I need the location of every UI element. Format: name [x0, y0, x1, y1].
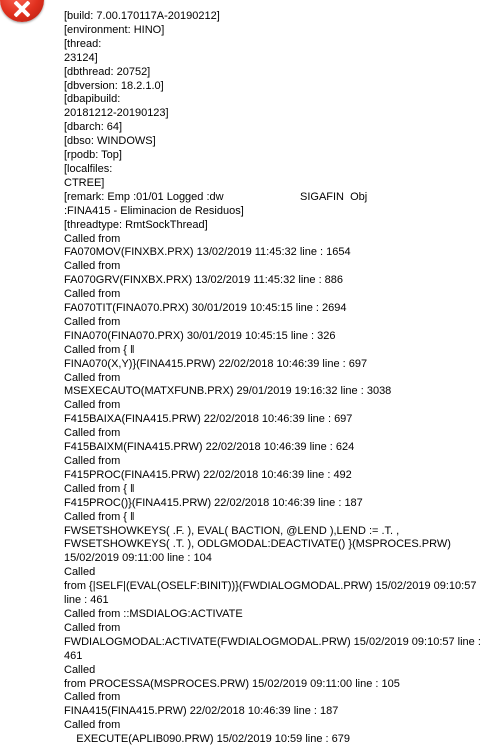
log-line: FINA070(X,Y)}(FINA415.PRW) 22/02/2018 10:46:39 line : 697 [64, 357, 368, 370]
log-line: [remark: Emp :01/01 Logged :dw SIGAFIN Obj [64, 190, 368, 203]
log-line: Called from { ‖ [64, 482, 135, 495]
log-line: FA070TIT(FINA070.PRX) 30/01/2019 10:45:15 line : 2694 [64, 302, 347, 315]
log-line: Called from [64, 260, 121, 273]
log-line: F415BAIXM(FINA415.PRW) 22/02/2018 10:46:39 line : 624 [64, 441, 355, 454]
log-line: [build: 7.00.170117A-20190212] [64, 10, 220, 22]
log-line: FWSETSHOWKEYS( .F. ), EVAL( BACTION, @LEND ),LEND := .T. , FWSETSHOWKEYS( .T. ), ODLGMODAL:DEACTIVATE() }(MSPROCES.PRW) 15/02/2019 09:11:00 line : 104 [64, 524, 454, 565]
log-line: F415PROC()}(FINA415.PRW) 22/02/2018 10:46:39 line : 187 [64, 496, 363, 509]
log-line: [dbapibuild: [64, 93, 121, 106]
log-line: F415BAIXA(FINA415.PRW) 22/02/2018 10:46:39 line : 697 [64, 413, 353, 426]
log-line: Called [64, 566, 96, 579]
log-line: from {|SELF|(EVAL(OSELF:BINIT))}(FWDIALOGMODAL.PRW) 15/02/2019 09:10:57 line : 461 [64, 580, 480, 607]
log-line: Called from [64, 691, 121, 704]
log-line: Called from ::MSDIALOG:ACTIVATE [64, 607, 243, 620]
log-line: Called from [64, 455, 121, 467]
log-line: Called from { ‖ [64, 510, 135, 523]
log-line: Called from [64, 288, 121, 301]
log-line: Called [64, 663, 96, 676]
log-line: [dbarch: 64] [64, 121, 123, 134]
log-line: [dbthread: 20752] [64, 65, 151, 78]
log-line: Called from [64, 427, 121, 440]
log-line: Called from [64, 371, 121, 384]
log-line: Called from [64, 621, 121, 634]
log-line: [dbso: WINDOWS] [64, 135, 156, 148]
log-line: :FINA415 - Eliminacion de Residuos] [64, 204, 244, 217]
log-line: [environment: HINO] [64, 23, 165, 36]
log-line: [threadtype: RmtSockThread] [64, 218, 208, 231]
log-line: FA070GRV(FINXBX.PRX) 13/02/2019 11:45:32 line : 886 [64, 274, 344, 287]
log-line: F415PROC(FINA415.PRW) 22/02/2018 10:46:39 line : 492 [64, 468, 352, 481]
error-log-text [64, 10, 492, 747]
log-line: EXECUTE(APLIB090.PRW) 15/02/2019 10:59 line : 679 [64, 733, 350, 746]
log-line: FA070MOV(FINXBX.PRX) 13/02/2019 11:45:32 line : 1654 [64, 246, 351, 259]
log-line: FINA415(FINA415.PRW) 22/02/2018 10:46:39 line : 187 [64, 705, 339, 718]
log-line: Called from [64, 232, 121, 245]
log-line: FINA070(FINA070.PRX) 30/01/2019 10:45:15 line : 326 [64, 329, 336, 342]
log-line: FWDIALOGMODAL:ACTIVATE(FWDIALOGMODAL.PRW) 15/02/2019 09:10:57 line : 461 [64, 635, 484, 662]
log-line: 20181212-20190123] [64, 107, 169, 120]
log-line: Called from { ‖ [64, 343, 135, 356]
error-icon [0, 0, 44, 22]
log-line: 23124] [64, 51, 98, 64]
log-line: CTREE] [64, 176, 105, 189]
log-line: [localfiles: [64, 162, 113, 175]
log-line: [thread: [64, 37, 102, 50]
log-line: MSEXECAUTO(MATXFUNB.PRX) 29/01/2019 19:16:32 line : 3038 [64, 385, 392, 398]
log-line: Called from [64, 315, 121, 328]
log-line: Called from [64, 399, 121, 412]
log-line: from PROCESSA(MSPROCES.PRW) 15/02/2019 09:11:00 line : 105 [64, 677, 400, 690]
log-line: Called from [64, 719, 121, 732]
log-line: [dbversion: 18.2.1.0] [64, 79, 164, 92]
log-line: [rpodb: Top] [64, 149, 122, 162]
